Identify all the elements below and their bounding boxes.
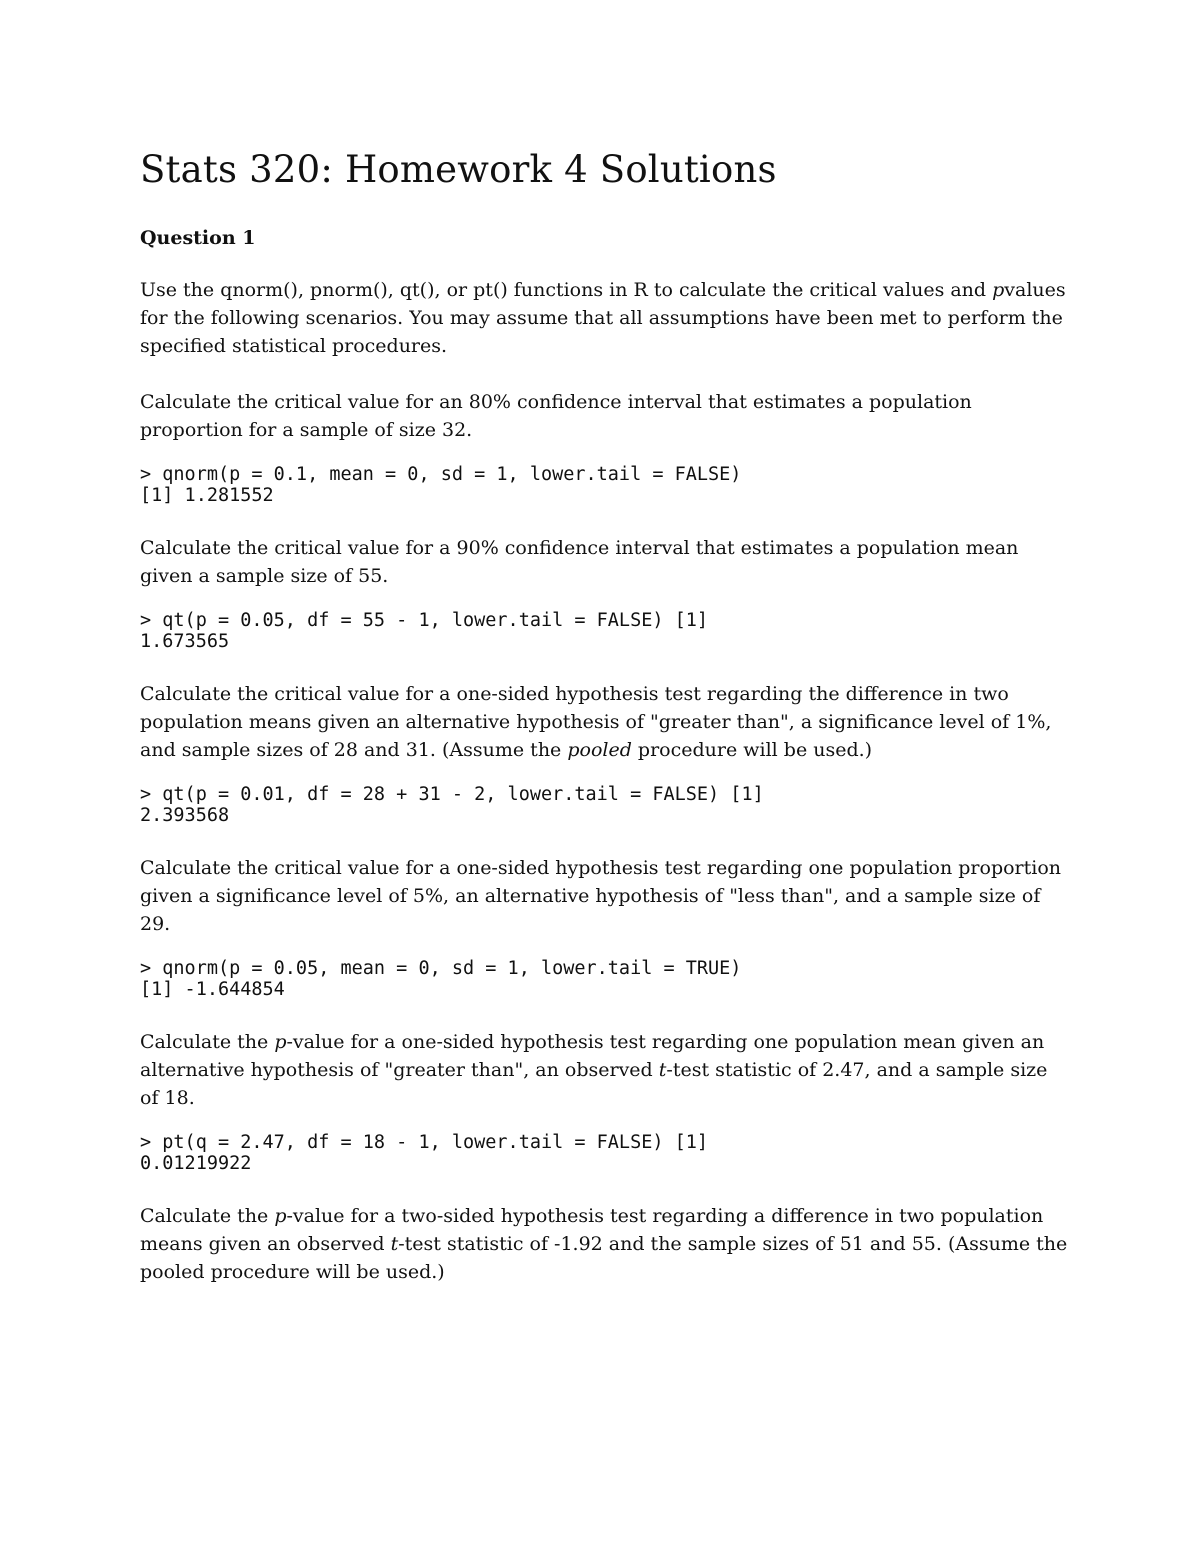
item-4-code-line1: > qnorm(p = 0.05, mean = 0, sd = 1, lower.tail = TRUE)	[140, 957, 742, 979]
item-4	[140, 854, 1070, 1000]
item-6-text-c: -test statistic of -1.92 and the sample sizes of 51 and 55. (Assume the pooled procedure will be used.)	[140, 1232, 1068, 1283]
item-3-code	[140, 784, 1070, 826]
item-3-text-after: procedure will be used.)	[631, 738, 873, 761]
item-1-code-line1: > qnorm(p = 0.1, mean = 0, sd = 1, lower.tail = FALSE)	[140, 463, 742, 485]
item-3-code-line2: 2.393568	[140, 804, 230, 826]
item-5-code	[140, 1132, 1070, 1174]
item-5-text-b: -value for a one-sided hypothesis test regarding one population mean given an alternative hypothesis of "greater than", an observed	[140, 1030, 1045, 1081]
item-6-text-a: Calculate the	[140, 1204, 275, 1227]
item-1-code-line2: [1] 1.281552	[140, 484, 274, 506]
item-2	[140, 534, 1070, 652]
item-6-p-italic: p	[274, 1204, 287, 1227]
item-1	[140, 388, 1070, 506]
intro-text-part1: Use the qnorm(), pnorm(), qt(), or pt() functions in R to calculate the critical values and	[140, 278, 993, 301]
item-5-t-italic: t	[658, 1058, 667, 1081]
item-4-question: Calculate the critical value for a one-sided hypothesis test regarding one population proportion given a significance level of 5%, an alternative hypothesis of "less than", and a sample size of 29.	[140, 856, 1062, 935]
item-6-t-italic: t	[390, 1232, 399, 1255]
item-5	[140, 1028, 1070, 1174]
item-2-code-line2: 1.673565	[140, 630, 230, 652]
intro-text-part2: values for the following scenarios. You may assume that all assumptions have been met to perform the specified statistical procedures.	[140, 278, 1066, 357]
item-5-code-line2: 0.01219922	[140, 1152, 252, 1174]
item-3-text-before: Calculate the critical value for a one-sided hypothesis test regarding the difference in two population means given an alternative hypothesis of "greater than", a significance level of 1%, and sample sizes of 28 and 31. (Assume the	[140, 682, 1052, 761]
item-2-code	[140, 610, 1070, 652]
item-1-question: Calculate the critical value for an 80% confidence interval that estimates a population proportion for a sample of size 32.	[140, 390, 972, 441]
document-page	[140, 148, 1070, 1286]
item-4-code	[140, 958, 1070, 1000]
item-4-code-line2: [1] -1.644854	[140, 978, 285, 1000]
intro-p-italic: p	[992, 278, 1005, 301]
item-3-question	[140, 680, 1070, 764]
item-2-code-line1: > qt(p = 0.05, df = 55 - 1, lower.tail = FALSE) [1]	[140, 609, 709, 631]
item-5-question	[140, 1028, 1070, 1112]
item-3-code-line1: > qt(p = 0.01, df = 28 + 31 - 2, lower.tail = FALSE) [1]	[140, 783, 764, 805]
item-3	[140, 680, 1070, 826]
item-5-text-c: -test statistic of 2.47, and a sample size of 18.	[140, 1058, 1048, 1109]
item-6	[140, 1202, 1070, 1286]
item-1-code	[140, 464, 1070, 506]
intro-paragraph	[140, 276, 1070, 360]
document-title: Stats 320: Homework 4 Solutions	[140, 148, 777, 191]
item-3-pooled-italic: pooled	[567, 738, 632, 761]
question-heading: Question 1	[140, 227, 256, 250]
item-5-p-italic: p	[274, 1030, 287, 1053]
item-5-text-a: Calculate the	[140, 1030, 275, 1053]
item-5-code-line1: > pt(q = 2.47, df = 18 - 1, lower.tail = FALSE) [1]	[140, 1131, 709, 1153]
item-2-question: Calculate the critical value for a 90% confidence interval that estimates a population mean given a sample size of 55.	[140, 536, 1019, 587]
item-6-question	[140, 1202, 1070, 1286]
item-6-text-b: -value for a two-sided hypothesis test regarding a difference in two population means given an observed	[140, 1204, 1044, 1255]
